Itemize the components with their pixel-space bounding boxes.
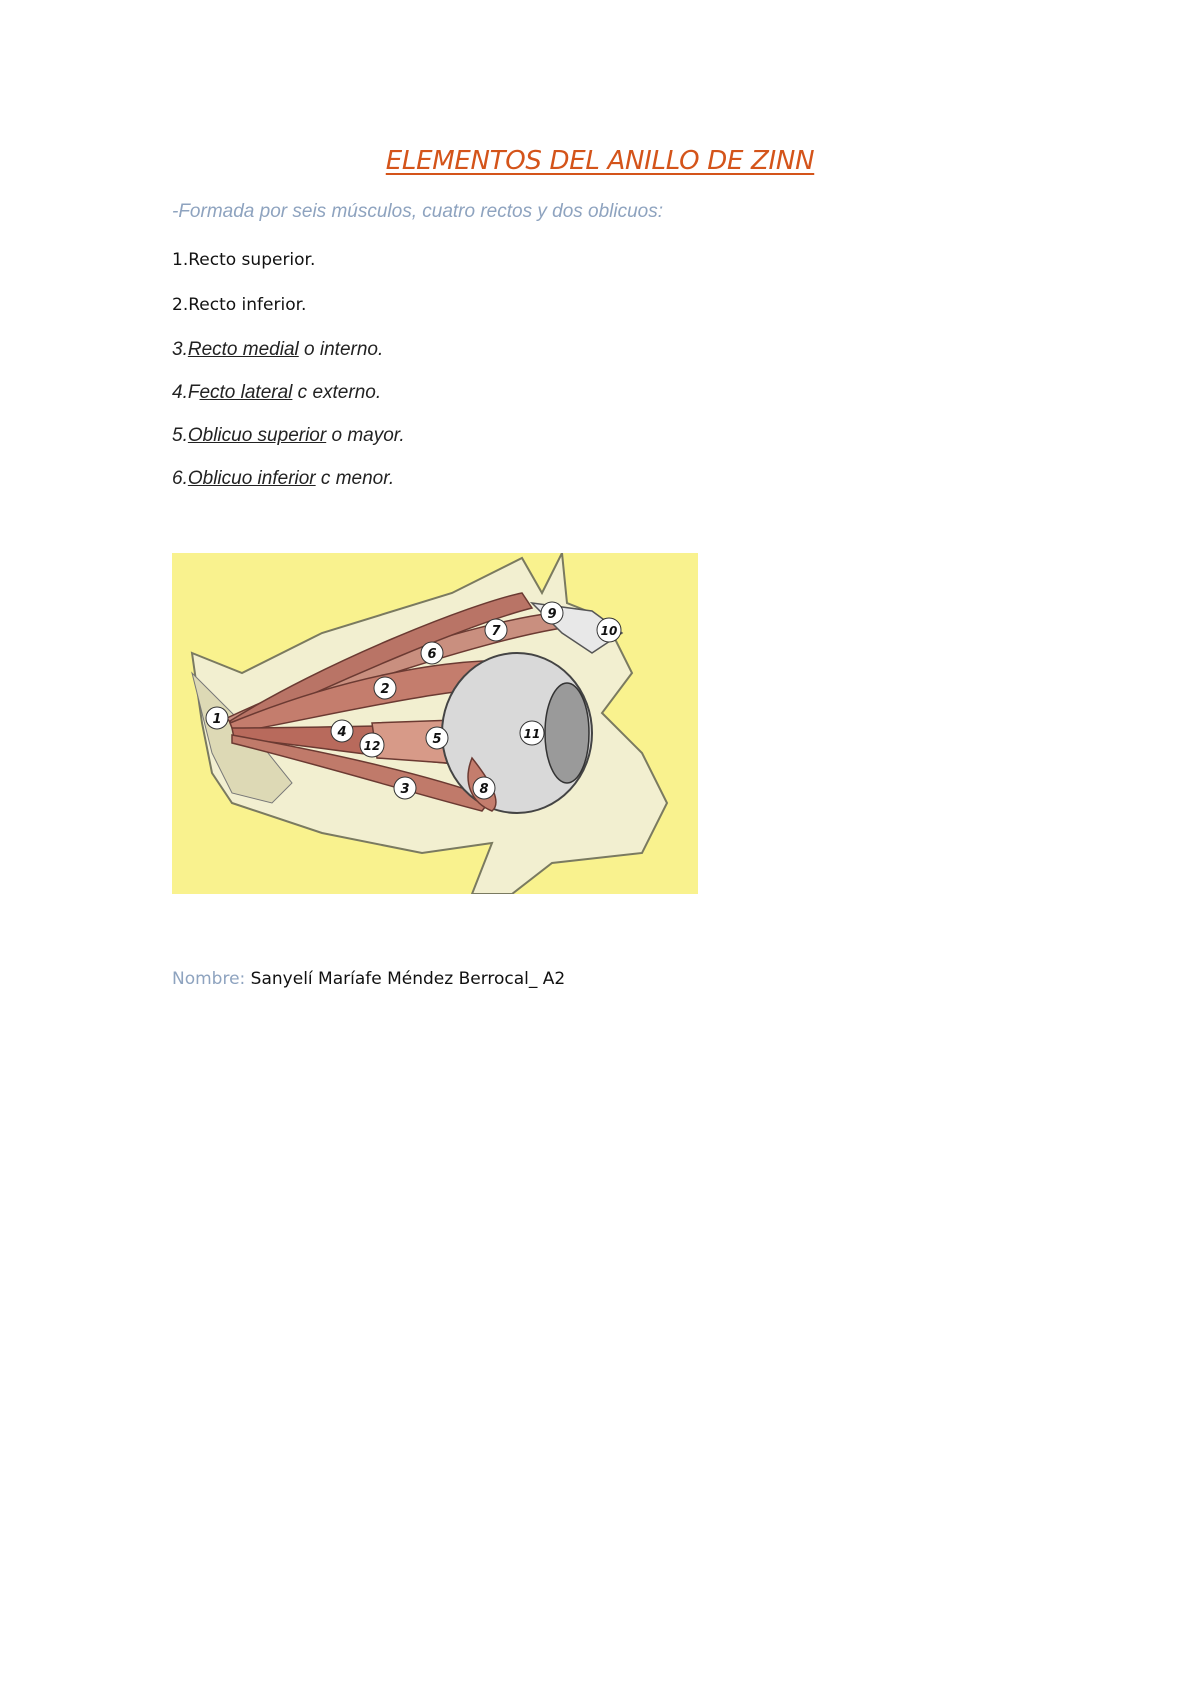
list-item: 1.Recto superior. — [172, 250, 316, 270]
document-subtitle: -Formada por seis músculos, cuatro rectos y dos oblicuos: — [172, 201, 664, 222]
link-recto-lateral[interactable]: ecto lateral — [199, 382, 293, 403]
figure-label: 4 — [337, 725, 347, 740]
figure-label: 12 — [363, 739, 381, 753]
link-recto-medial[interactable]: Recto medial — [187, 339, 299, 360]
document-title: ELEMENTOS DEL ANILLO DE ZINN — [385, 146, 815, 176]
list-item: 2.Recto inferior. — [172, 295, 307, 315]
list-item: 4.Fecto lateral c externo. — [172, 382, 382, 403]
author-label: Nombre: — [172, 969, 246, 989]
figure-label: 3 — [400, 782, 410, 797]
list-item: 3.Recto medial o interno. — [172, 339, 384, 360]
figure-label: 10 — [600, 624, 618, 638]
eye-muscles-illustration — [172, 553, 698, 894]
figure-label: 6 — [427, 647, 437, 662]
author-name: Sanyelí Maríafe Méndez Berrocal_ A2 — [245, 969, 566, 989]
author-line — [172, 969, 565, 989]
link-oblicuo-superior[interactable]: Oblicuo superior — [187, 425, 327, 446]
list-item: 5.Oblicuo superior o mayor. — [172, 425, 405, 446]
figure-label: 2 — [380, 682, 390, 697]
list-item: 6.Oblicuo inferior c menor. — [172, 468, 395, 489]
link-oblicuo-inferior[interactable]: Oblicuo inferior — [187, 468, 316, 489]
figure-label: 11 — [523, 727, 541, 741]
figure-label: 8 — [479, 782, 489, 797]
figure-label: 7 — [491, 624, 501, 639]
figure-label: 1 — [212, 712, 222, 727]
figure-label: 5 — [432, 732, 442, 747]
figure-label: 9 — [547, 607, 557, 622]
